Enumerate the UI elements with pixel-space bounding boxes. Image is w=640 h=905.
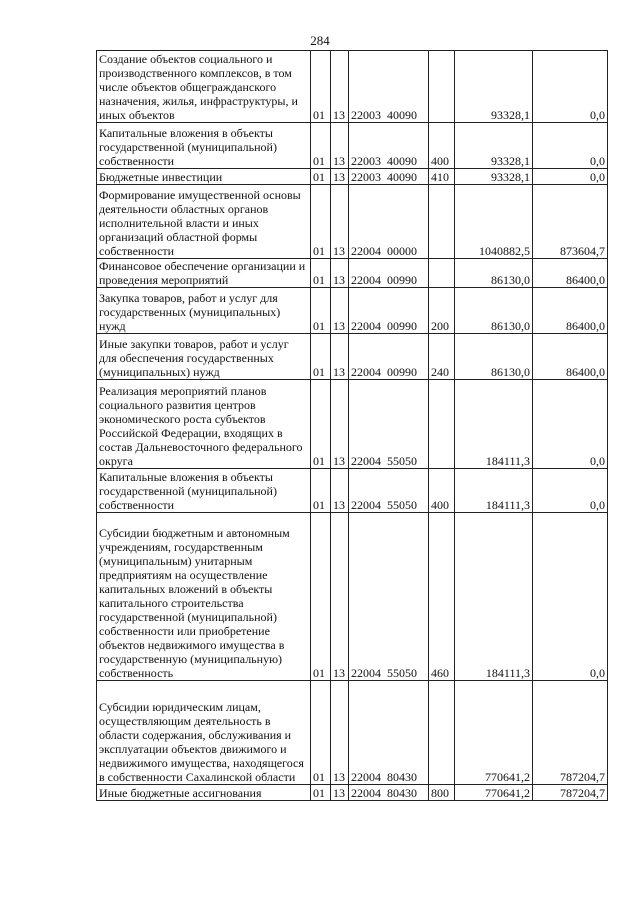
row-target-code-dir: 00990 [387, 273, 417, 287]
table-row [97, 123, 608, 169]
row-subsection: 13 [331, 123, 349, 169]
row-target-code-dir: 00000 [387, 244, 417, 258]
row-section: 01 [311, 785, 331, 801]
row-name: Закупка товаров, работ и услуг для государственных (муниципальных) нужд [97, 288, 311, 334]
row-subsection: 13 [331, 334, 349, 380]
row-sum-year2: 0,0 [533, 469, 608, 513]
row-section: 01 [311, 513, 331, 681]
row-expense-type [429, 51, 455, 123]
row-target-code [349, 169, 429, 185]
row-sum-year1: 93328,1 [455, 169, 533, 185]
row-sum-year2: 0,0 [533, 380, 608, 469]
row-expense-type: 800 [429, 785, 455, 801]
row-sum-year1: 1040882,5 [455, 185, 533, 259]
row-name: Реализация мероприятий планов социального развития центров экономического роста субъектов Российской Федерации, входящих в состав Дальневосточного федерального округа [97, 380, 311, 469]
row-target-code-prog: 22003 [351, 154, 381, 168]
row-target-code [349, 123, 429, 169]
row-target-code-dir: 55050 [387, 666, 417, 680]
table-row [97, 785, 608, 801]
row-sum-year1: 86130,0 [455, 259, 533, 288]
row-target-code-dir: 55050 [387, 498, 417, 512]
row-sum-year2: 86400,0 [533, 288, 608, 334]
row-name: Субсидии бюджетным и автономным учреждениям, государственным (муниципальным) унитарным предприятиям на осуществление капитальных вложений в объекты капитального строительства государственной (муниципальной) собственности или приобретение объектов недвижимого имущества в государственную (муниципальную) собственность [97, 513, 311, 681]
row-sum-year1: 93328,1 [455, 123, 533, 169]
row-name: Бюджетные инвестиции [97, 169, 311, 185]
row-sum-year1: 86130,0 [455, 288, 533, 334]
table-row [97, 469, 608, 513]
row-target-code [349, 469, 429, 513]
row-section: 01 [311, 51, 331, 123]
row-section: 01 [311, 123, 331, 169]
row-sum-year2: 0,0 [533, 169, 608, 185]
row-expense-type: 410 [429, 169, 455, 185]
table-row [97, 380, 608, 469]
row-sum-year2: 0,0 [533, 123, 608, 169]
row-section: 01 [311, 259, 331, 288]
row-sum-year2: 86400,0 [533, 259, 608, 288]
row-sum-year1: 93328,1 [455, 51, 533, 123]
row-subsection: 13 [331, 469, 349, 513]
row-subsection: 13 [331, 681, 349, 785]
row-section: 01 [311, 169, 331, 185]
row-section: 01 [311, 681, 331, 785]
row-expense-type: 240 [429, 334, 455, 380]
row-target-code [349, 513, 429, 681]
row-subsection: 13 [331, 380, 349, 469]
row-target-code [349, 785, 429, 801]
row-sum-year2: 86400,0 [533, 334, 608, 380]
row-sum-year1: 770641,2 [455, 785, 533, 801]
row-target-code-dir: 40090 [387, 154, 417, 168]
row-sum-year2: 873604,7 [533, 185, 608, 259]
row-target-code-prog: 22004 [351, 319, 381, 333]
row-expense-type: 400 [429, 469, 455, 513]
row-section: 01 [311, 185, 331, 259]
table-row [97, 51, 608, 123]
row-target-code-prog: 22004 [351, 770, 381, 784]
row-sum-year1: 184111,3 [455, 380, 533, 469]
row-target-code [349, 259, 429, 288]
row-target-code [349, 51, 429, 123]
row-name: Субсидии юридическим лицам, осуществляющим деятельность в области содержания, обслуживания и эксплуатации объектов движимого и недвижимого имущества, находящегося в собственности Сахалинской области [97, 681, 311, 785]
row-name: Капитальные вложения в объекты государственной (муниципальной) собственности [97, 123, 311, 169]
row-sum-year1: 770641,2 [455, 681, 533, 785]
row-target-code-prog: 22004 [351, 365, 381, 379]
row-expense-type: 400 [429, 123, 455, 169]
row-section: 01 [311, 380, 331, 469]
row-expense-type [429, 380, 455, 469]
row-sum-year1: 184111,3 [455, 513, 533, 681]
table-row [97, 185, 608, 259]
row-target-code-prog: 22003 [351, 170, 381, 184]
table-row [97, 513, 608, 681]
row-sum-year2: 0,0 [533, 513, 608, 681]
table-row [97, 681, 608, 785]
row-subsection: 13 [331, 51, 349, 123]
row-target-code-prog: 22004 [351, 454, 381, 468]
row-name: Иные бюджетные ассигнования [97, 785, 311, 801]
row-target-code-dir: 00990 [387, 319, 417, 333]
page-number: 284 [310, 33, 330, 48]
row-sum-year1: 86130,0 [455, 334, 533, 380]
row-section: 01 [311, 334, 331, 380]
row-target-code-dir: 80430 [387, 786, 417, 800]
table-body [97, 51, 608, 801]
row-target-code [349, 288, 429, 334]
row-name: Создание объектов социального и производственного комплексов, в том числе объектов общегражданского назначения, жилья, инфраструктуры, и иных объектов [97, 51, 311, 123]
table-row [97, 169, 608, 185]
row-target-code [349, 185, 429, 259]
row-section: 01 [311, 469, 331, 513]
row-target-code-dir: 00990 [387, 365, 417, 379]
table-row [97, 334, 608, 380]
row-sum-year2: 787204,7 [533, 681, 608, 785]
row-expense-type: 460 [429, 513, 455, 681]
table-row [97, 259, 608, 288]
row-section: 01 [311, 288, 331, 334]
row-subsection: 13 [331, 259, 349, 288]
row-name: Финансовое обеспечение организации и проведения мероприятий [97, 259, 311, 288]
row-sum-year2: 0,0 [533, 51, 608, 123]
row-subsection: 13 [331, 169, 349, 185]
row-target-code-dir: 40090 [387, 108, 417, 122]
row-target-code [349, 380, 429, 469]
row-expense-type [429, 185, 455, 259]
row-target-code [349, 334, 429, 380]
row-name: Формирование имущественной основы деятельности областных органов исполнительной власти и иных организаций областной формы собственности [97, 185, 311, 259]
row-expense-type: 200 [429, 288, 455, 334]
table-row [97, 288, 608, 334]
row-expense-type [429, 681, 455, 785]
row-target-code [349, 681, 429, 785]
row-name: Капитальные вложения в объекты государственной (муниципальной) собственности [97, 469, 311, 513]
row-target-code-prog: 22004 [351, 498, 381, 512]
row-sum-year2: 787204,7 [533, 785, 608, 801]
row-subsection: 13 [331, 785, 349, 801]
row-target-code-dir: 80430 [387, 770, 417, 784]
row-subsection: 13 [331, 288, 349, 334]
row-target-code-dir: 55050 [387, 454, 417, 468]
row-sum-year1: 184111,3 [455, 469, 533, 513]
row-subsection: 13 [331, 185, 349, 259]
row-name: Иные закупки товаров, работ и услуг для обеспечения государственных (муниципальных) нужд [97, 334, 311, 380]
row-subsection: 13 [331, 513, 349, 681]
row-target-code-prog: 22004 [351, 666, 381, 680]
row-expense-type [429, 259, 455, 288]
row-target-code-prog: 22004 [351, 273, 381, 287]
row-target-code-prog: 22003 [351, 108, 381, 122]
budget-table [96, 50, 608, 801]
row-target-code-dir: 40090 [387, 170, 417, 184]
row-target-code-prog: 22004 [351, 244, 381, 258]
row-target-code-prog: 22004 [351, 786, 381, 800]
